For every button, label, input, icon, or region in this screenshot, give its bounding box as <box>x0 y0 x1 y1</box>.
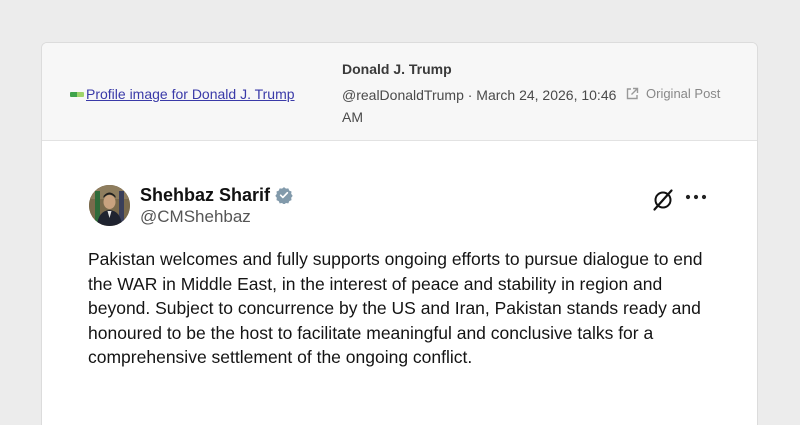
external-link-icon <box>625 87 639 101</box>
author-name: Donald J. Trump <box>342 61 452 77</box>
avatar[interactable] <box>89 185 130 226</box>
verified-badge-icon <box>275 186 293 204</box>
post-header <box>42 43 757 141</box>
post-card <box>41 42 758 425</box>
profile-image-link[interactable] <box>70 85 332 103</box>
grok-icon[interactable] <box>651 188 675 212</box>
original-post-link[interactable] <box>625 85 720 103</box>
embedded-tweet <box>42 142 757 425</box>
profile-image-alt-text: Profile image for Donald J. Trump <box>86 86 295 102</box>
tweet-author-name[interactable] <box>140 184 293 206</box>
post-meta: @realDonaldTrump · March 24, 2026, 10:46 AM <box>342 87 617 125</box>
original-post-label: Original Post <box>646 86 721 101</box>
tweet-author-name-text: Shehbaz Sharif <box>140 185 271 205</box>
tweet-author-handle[interactable]: @CMShehbaz <box>140 207 251 226</box>
tweet-body: Pakistan welcomes and fully supports ongoing efforts to pursue dialogue to end the WAR in Middle East, in the interest of peace and stability in region and beyond. Subject to concurrence by the US and Iran, Pakistan stands ready and honoured to be the host to facilitate meaningful and conclusive talks for a comprehensive settlement of the ongoing conflict. <box>88 249 703 368</box>
broken-image-icon <box>70 89 84 99</box>
avatar-image <box>89 185 130 226</box>
more-icon[interactable] <box>685 193 707 201</box>
